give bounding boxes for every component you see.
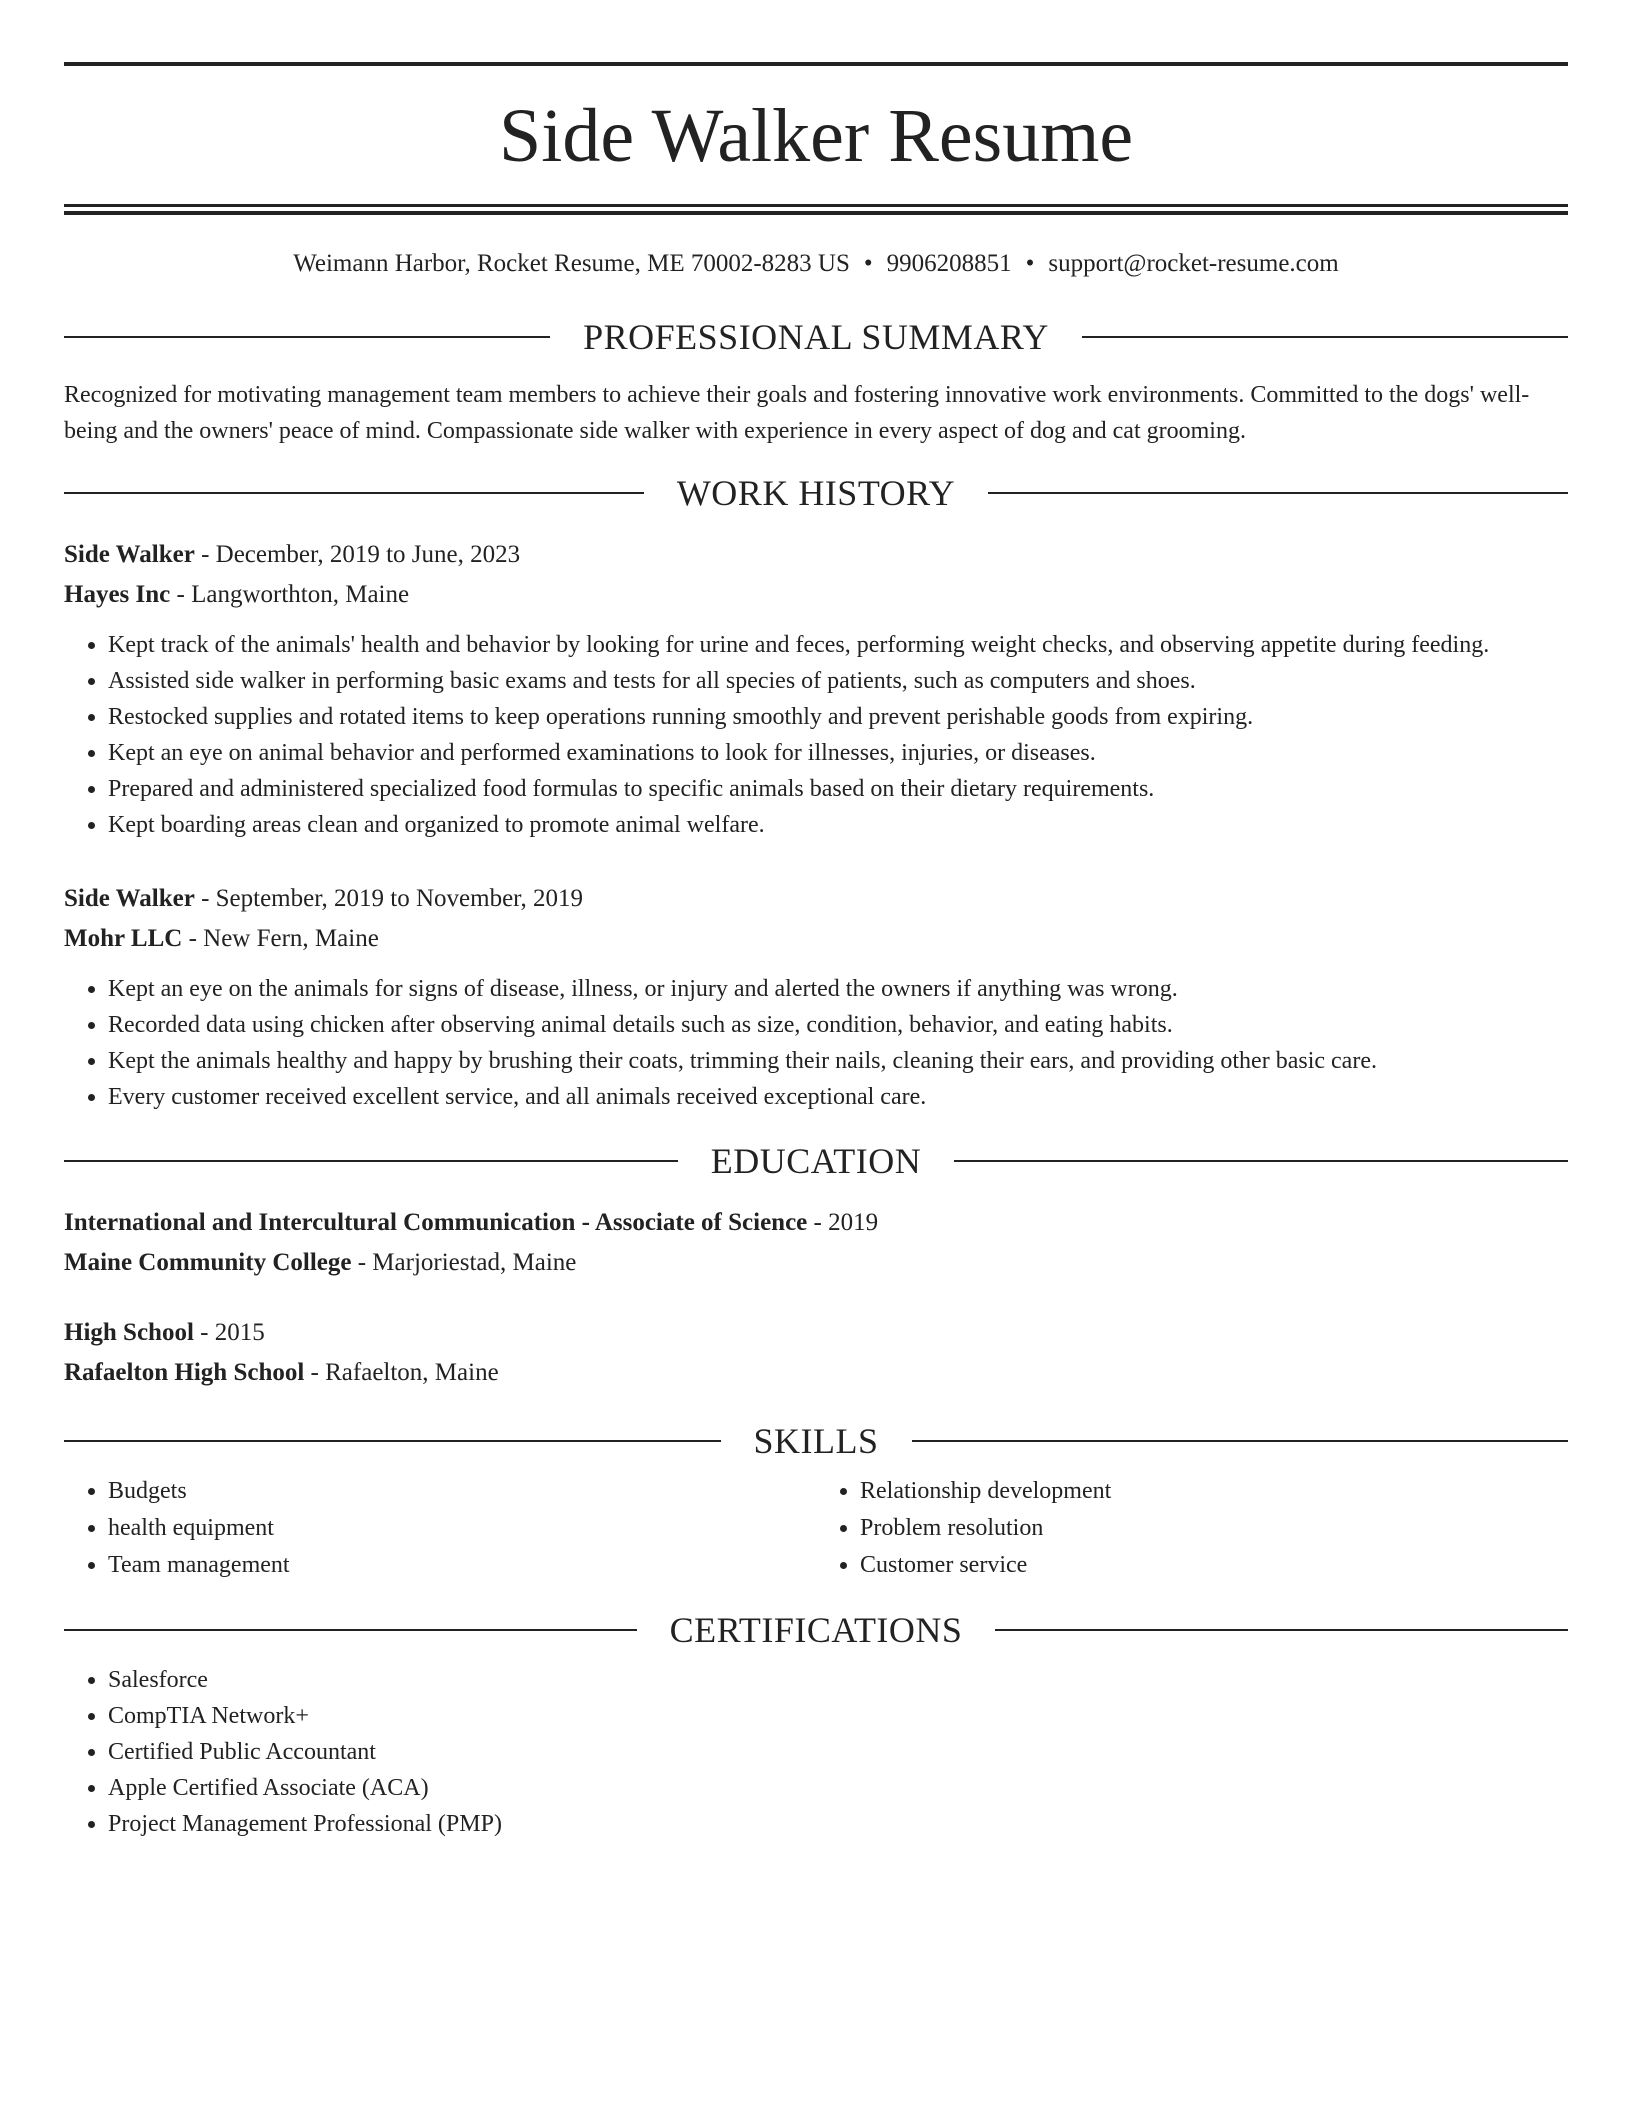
contact-separator: • <box>863 250 873 277</box>
section-heading-skills <box>64 1423 1568 1459</box>
skill-item: • Team management <box>108 1547 816 1584</box>
job-title: Side Walker <box>64 885 195 912</box>
certification-item: • CompTIA Network+ <box>108 1698 1568 1734</box>
education-entry <box>64 1313 1568 1393</box>
certification-item: • Salesforce <box>108 1662 1568 1698</box>
job-location: - New Fern, Maine <box>182 925 379 952</box>
job-bullet: • Kept an eye on animal behavior and performed examinations to look for illnesses, injuries, or diseases. <box>108 735 1568 771</box>
heading-rule <box>64 492 644 494</box>
education-list <box>64 1203 1568 1393</box>
job-bullets <box>64 971 1568 1115</box>
job-bullet: • Restocked supplies and rotated items to keep operations running smoothly and prevent perishable goods from expiring. <box>108 699 1568 735</box>
heading-rule <box>1082 336 1568 338</box>
section-heading-education <box>64 1143 1568 1179</box>
skill-item: • Budgets <box>108 1473 816 1510</box>
job-dates: - September, 2019 to November, 2019 <box>194 885 584 912</box>
job-bullet: • Assisted side walker in performing basic exams and tests for all species of patients, such as computers and shoes. <box>108 663 1568 699</box>
work-history <box>64 535 1568 1115</box>
job-bullet: • Kept track of the animals' health and behavior by looking for urine and feces, performing weight checks, and observing appetite during feeding. <box>108 627 1568 663</box>
job-company-line <box>64 575 1568 615</box>
section-title: PROFESSIONAL SUMMARY <box>583 317 1049 357</box>
education-degree-line <box>64 1203 1568 1243</box>
contact-address: Weimann Harbor, Rocket Resume, ME 70002-8283 US <box>293 250 850 277</box>
job-entry <box>64 535 1568 843</box>
heading-rule <box>995 1629 1568 1631</box>
education-degree: High School <box>64 1319 194 1346</box>
skills-column-right <box>816 1473 1568 1584</box>
education-degree-line <box>64 1313 1568 1353</box>
job-location: - Langworthton, Maine <box>170 581 410 608</box>
job-entry <box>64 879 1568 1115</box>
resume-title: Side Walker Resume <box>498 94 1134 178</box>
summary-paragraph: Recognized for motivating management team members to achieve their goals and fostering innovative work environments. Committed to the dogs' well-being and the owners' peace of mind. Compassionate side walker with experience in every aspect of dog and cat grooming. <box>64 382 1530 444</box>
education-year: - 2015 <box>193 1319 265 1346</box>
section-title: WORK HISTORY <box>676 473 956 513</box>
section-heading-certifications <box>64 1612 1568 1648</box>
heading-rule <box>64 1160 678 1162</box>
education-location: - Marjoriestad, Maine <box>351 1249 577 1276</box>
skill-item: • health equipment <box>108 1510 816 1547</box>
title-double-rule <box>64 204 1568 215</box>
job-title-line <box>64 535 1568 575</box>
certification-item: • Project Management Professional (PMP) <box>108 1806 1568 1842</box>
job-company: Mohr LLC <box>64 925 183 952</box>
job-bullet: • Kept an eye on the animals for signs of disease, illness, or injury and alerted the owners if anything was wrong. <box>108 971 1568 1007</box>
heading-rule <box>64 336 550 338</box>
education-school-line <box>64 1353 1568 1393</box>
job-title-line <box>64 879 1568 919</box>
job-dates: - December, 2019 to June, 2023 <box>194 541 521 568</box>
heading-rule <box>64 1440 721 1442</box>
contact-phone: 9906208851 <box>886 250 1012 277</box>
job-bullet: • Every customer received excellent service, and all animals received exceptional care. <box>108 1079 1568 1115</box>
certifications-list <box>64 1662 1568 1842</box>
skills-list <box>64 1473 1568 1584</box>
section-title: SKILLS <box>753 1421 879 1461</box>
education-school: Maine Community College <box>64 1249 352 1276</box>
certification-item: • Certified Public Accountant <box>108 1734 1568 1770</box>
heading-rule <box>912 1440 1569 1442</box>
education-degree: International and Intercultural Communication - Associate of Science <box>64 1209 808 1236</box>
skill-item: • Customer service <box>860 1547 1568 1584</box>
job-company: Hayes Inc <box>64 581 171 608</box>
skill-item: • Relationship development <box>860 1473 1568 1510</box>
education-location: - Rafaelton, Maine <box>304 1359 499 1386</box>
section-title: CERTIFICATIONS <box>669 1610 963 1650</box>
heading-rule <box>954 1160 1568 1162</box>
contact-email: support@rocket-resume.com <box>1048 250 1339 277</box>
education-school: Rafaelton High School <box>64 1359 305 1386</box>
section-title: EDUCATION <box>710 1141 922 1181</box>
skills-column-left <box>64 1473 816 1584</box>
job-bullets <box>64 627 1568 843</box>
education-school-line <box>64 1243 1568 1283</box>
job-title: Side Walker <box>64 541 195 568</box>
heading-rule <box>64 1629 637 1631</box>
section-heading-work <box>64 475 1568 511</box>
certification-item: • Apple Certified Associate (ACA) <box>108 1770 1568 1806</box>
contact-line <box>64 249 1568 279</box>
heading-rule <box>988 492 1568 494</box>
section-heading-summary <box>64 319 1568 355</box>
contact-separator: • <box>1025 250 1035 277</box>
job-bullet: • Kept the animals healthy and happy by brushing their coats, trimming their nails, cleaning their ears, and providing other basic care. <box>108 1043 1568 1079</box>
skill-item: • Problem resolution <box>860 1510 1568 1547</box>
job-company-line <box>64 919 1568 959</box>
education-year: - 2019 <box>807 1209 879 1236</box>
job-bullet: • Prepared and administered specialized food formulas to specific animals based on their dietary requirements. <box>108 771 1568 807</box>
education-entry <box>64 1203 1568 1283</box>
job-bullet: • Recorded data using chicken after observing animal details such as size, condition, behavior, and eating habits. <box>108 1007 1568 1043</box>
job-bullet: • Kept boarding areas clean and organized to promote animal welfare. <box>108 807 1568 843</box>
